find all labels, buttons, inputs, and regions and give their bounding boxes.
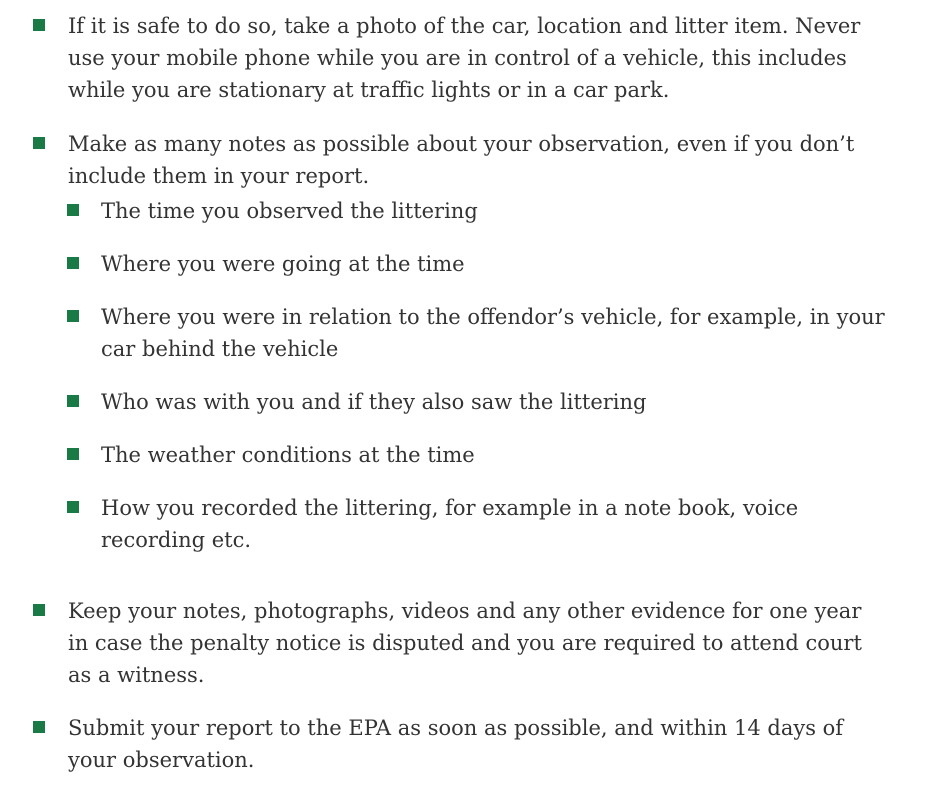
square-bullet-icon bbox=[67, 395, 79, 407]
list-item-text: Submit your report to the EPA as soon as possible, and within 14 days of your observation. bbox=[68, 716, 844, 772]
square-bullet-icon bbox=[33, 19, 45, 31]
list-item-text: Make as many notes as possible about your observation, even if you don’t include them in your report. bbox=[68, 132, 855, 188]
square-bullet-icon bbox=[33, 604, 45, 616]
square-bullet-icon bbox=[67, 257, 79, 269]
sublist-item-text: The time you observed the littering bbox=[101, 199, 478, 223]
sublist-item-text: Who was with you and if they also saw the littering bbox=[101, 390, 647, 414]
square-bullet-icon bbox=[67, 310, 79, 322]
square-bullet-icon bbox=[67, 204, 79, 216]
square-bullet-icon bbox=[33, 721, 45, 733]
list-item-text: Keep your notes, photographs, videos and any other evidence for one year in case the penalty notice is disputed and you are required to attend court as a witness. bbox=[68, 599, 862, 687]
sublist-item-text: How you recorded the littering, for example in a note book, voice recording etc. bbox=[101, 496, 799, 552]
sublist-item-text: The weather conditions at the time bbox=[101, 443, 475, 467]
square-bullet-icon bbox=[67, 448, 79, 460]
square-bullet-icon bbox=[67, 501, 79, 513]
sublist-item-text: Where you were going at the time bbox=[101, 252, 465, 276]
square-bullet-icon bbox=[33, 137, 45, 149]
sublist-item-text: Where you were in relation to the offendor’s vehicle, for example, in your car behind the vehicle bbox=[101, 305, 885, 361]
list-item-text: If it is safe to do so, take a photo of the car, location and litter item. Never use your mobile phone while you are in control of a vehicle, this includes while you are stationary at traffic lights or in a car park. bbox=[68, 14, 861, 102]
